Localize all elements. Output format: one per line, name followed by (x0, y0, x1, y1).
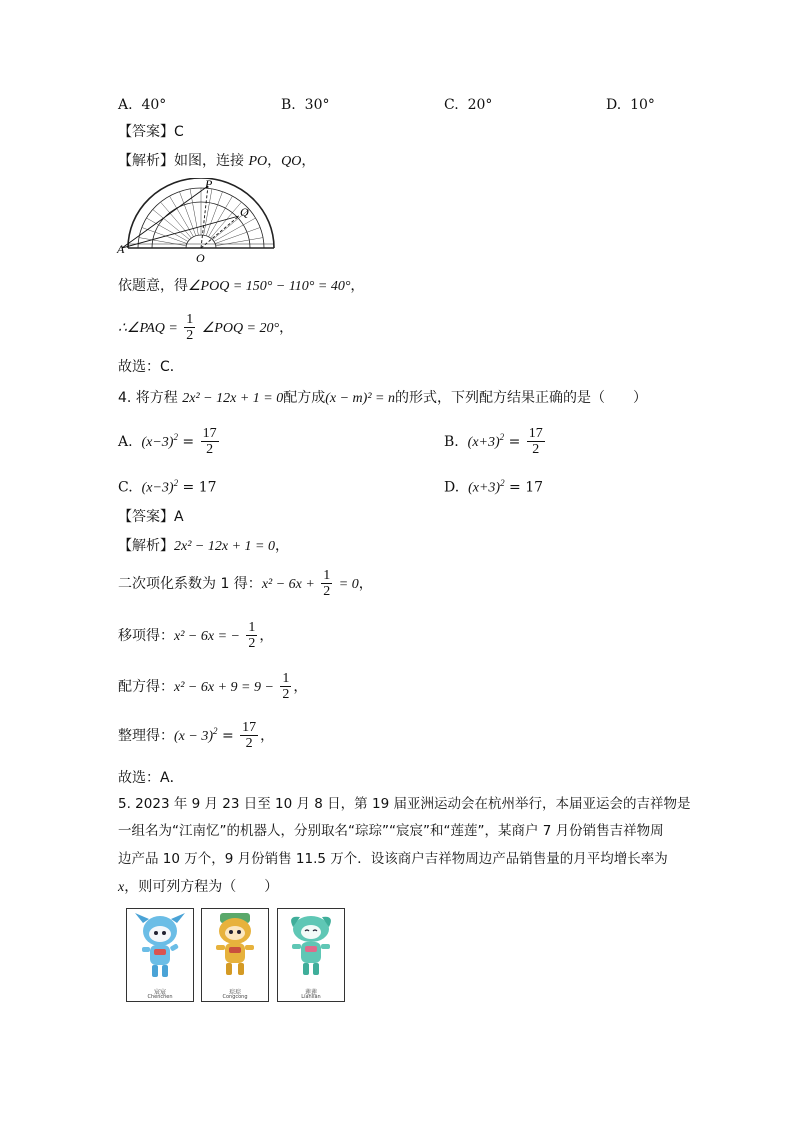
step-math: (x − 3) (174, 728, 213, 744)
numerator: 17 (202, 426, 217, 441)
fraction (201, 426, 219, 458)
option-value: 20° (467, 97, 493, 113)
step-text: 依题意，得 (118, 278, 188, 294)
denominator: 2 (245, 736, 253, 752)
stem-math: 2x² − 12x + 1 = 0 (182, 391, 284, 406)
q3-line2 (118, 312, 293, 344)
option-value: 40° (141, 97, 167, 113)
step-label: 二次项化系数为 1 得： (118, 575, 262, 592)
protractor-ray (161, 202, 192, 238)
q5-line3: 边产品 10 万个，9 月份销售 11.5 万个．设该商户吉祥物周边产品销售量的月平均增长率为 (118, 851, 668, 867)
step-math: x² − 6x = − (174, 628, 240, 644)
denominator: 2 (206, 442, 214, 458)
variable-x: x (118, 880, 125, 895)
punctuation: ， (274, 538, 289, 554)
protractor-ray (211, 202, 242, 238)
q4-option-c (118, 478, 217, 497)
q4-stem (118, 390, 647, 408)
numerator: 17 (528, 426, 543, 441)
option-letter: A. (118, 433, 133, 450)
step-label: 【解析】 (118, 538, 174, 554)
protractor-ray (216, 238, 263, 246)
mascot-card-lianlian (277, 908, 345, 1002)
fraction (527, 426, 545, 458)
q4-step3 (118, 620, 273, 652)
option-letter: D. (444, 479, 460, 496)
step-math: ∠POQ = 150° − 110° = 40° (188, 279, 351, 294)
stem-text: ，则可列方程为（ ） (124, 879, 279, 895)
punctuation: ， (301, 153, 316, 169)
numerator: 1 (248, 620, 256, 635)
stem-text: 配方成 (283, 390, 326, 406)
exponent: 2 (173, 432, 178, 443)
step-math: 2x² − 12x + 1 = 0 (174, 539, 275, 554)
numerator: 1 (186, 312, 194, 327)
equals: = (221, 727, 234, 744)
label-a: A (117, 242, 125, 256)
mascot-name: 琮琮 (228, 989, 241, 996)
q3-answer: 【答案】C (118, 124, 184, 140)
q4-step5 (118, 720, 274, 752)
separator: ， (267, 153, 282, 169)
segment-qo: QO (281, 154, 302, 169)
q3-option-b (281, 97, 329, 114)
punctuation: ， (260, 727, 275, 744)
step-math: x² − 6x + (261, 576, 315, 592)
stem-text: 的形式，下列配方结果正确的是（ ） (394, 390, 647, 406)
fraction (280, 671, 291, 703)
mascot-name: 莲莲 (304, 989, 317, 996)
punctuation: ， (259, 627, 274, 644)
analysis-label: 【解析】 (118, 153, 174, 169)
q5-line4 (118, 879, 278, 897)
label-q: Q (240, 205, 249, 219)
q3-option-a (118, 97, 166, 114)
step-label: 整理得： (118, 727, 174, 744)
fraction (246, 620, 257, 652)
step-math: ∠POQ = 20° (201, 320, 280, 336)
q4-step4 (118, 671, 307, 703)
denominator: 2 (282, 687, 290, 703)
q3-choose: 故选：C． (118, 359, 184, 375)
punctuation: ， (358, 575, 373, 592)
stem-math: (x − m)² = n (325, 391, 395, 406)
protractor-ray (179, 192, 195, 236)
fraction (184, 312, 195, 344)
denominator: 2 (532, 442, 540, 458)
mascot-pinyin: Congcong (222, 994, 248, 1000)
mascot-lianlian-image (278, 909, 344, 985)
option-math: (x+3) (468, 480, 501, 496)
numerator: 17 (242, 720, 257, 735)
exponent: 2 (173, 478, 179, 488)
equals: = (182, 433, 195, 450)
q4-option-a (118, 426, 221, 458)
mascot-chenchen-image (127, 909, 193, 985)
option-letter: C. (118, 479, 133, 496)
step-label: 配方得： (118, 678, 174, 695)
option-letter: C. (444, 97, 459, 113)
numerator: 1 (282, 671, 290, 686)
q4-option-b (444, 426, 547, 458)
mascot-pinyin: Chenchen (147, 994, 173, 1000)
step-math: x² − 6x + 9 = 9 − (174, 679, 274, 695)
step-label: 移项得： (118, 627, 174, 644)
q3-line1 (118, 278, 364, 296)
punctuation: ， (279, 319, 294, 336)
denominator: 2 (248, 636, 256, 652)
option-value: 10° (630, 97, 655, 113)
q3-option-d (606, 97, 655, 114)
label-p: P (205, 178, 213, 191)
fraction (321, 568, 332, 600)
step-math: = 0 (338, 576, 359, 592)
option-letter: B. (281, 97, 296, 113)
denominator: 2 (186, 328, 194, 344)
q5-line2: 一组名为“江南忆”的机器人，分别取名“琮琮”“宸宸”和“莲莲”，某商户 7 月份销售吉祥物周 (118, 823, 664, 839)
numerator: 1 (323, 568, 331, 583)
q4-step1 (118, 538, 289, 556)
option-math: (x−3) (141, 480, 174, 496)
punctuation: ， (293, 678, 308, 695)
stem-text: 4. 将方程 (118, 390, 178, 406)
equals: = (508, 433, 521, 450)
q3-option-c (444, 97, 492, 114)
exponent: 2 (500, 478, 505, 488)
denominator: 2 (323, 584, 331, 600)
q4-answer: 【答案】A (118, 509, 184, 525)
protractor-ray (206, 192, 222, 236)
option-letter: D. (606, 97, 622, 113)
q4-step2 (118, 568, 373, 600)
mascot-congcong-image (202, 909, 268, 985)
mascot-pinyin: Lianlian (301, 994, 321, 1000)
exponent: 2 (213, 726, 218, 737)
protractor-figure (116, 178, 286, 264)
option-math: (x+3) (467, 434, 500, 450)
option-math: (x−3) (141, 434, 174, 450)
q5-line1: 5. 2023 年 9 月 23 日至 10 月 8 日，第 19 届亚洲运动会在杭州举行，本届亚运会的吉祥物是 (118, 796, 691, 812)
punctuation: ， (350, 278, 365, 294)
step-math: ∴∠PAQ = (118, 320, 178, 336)
option-rest: = 17 (509, 479, 544, 496)
analysis-text: 如图，连接 (174, 153, 244, 169)
option-letter: B. (444, 433, 459, 450)
label-o: O (196, 251, 205, 264)
option-value: 30° (304, 97, 330, 113)
exponent: 2 (499, 432, 505, 443)
q4-choose: 故选：A． (118, 770, 184, 786)
option-rest: = 17 (182, 479, 217, 496)
segment-po: PO (248, 154, 268, 169)
mascot-name: 宸宸 (153, 989, 166, 996)
mascot-card-congcong (201, 908, 269, 1002)
option-letter: A. (118, 97, 133, 113)
q4-option-d (444, 478, 543, 497)
fraction (240, 720, 258, 752)
q3-analysis (118, 153, 315, 171)
mascot-card-chenchen (126, 908, 194, 1002)
